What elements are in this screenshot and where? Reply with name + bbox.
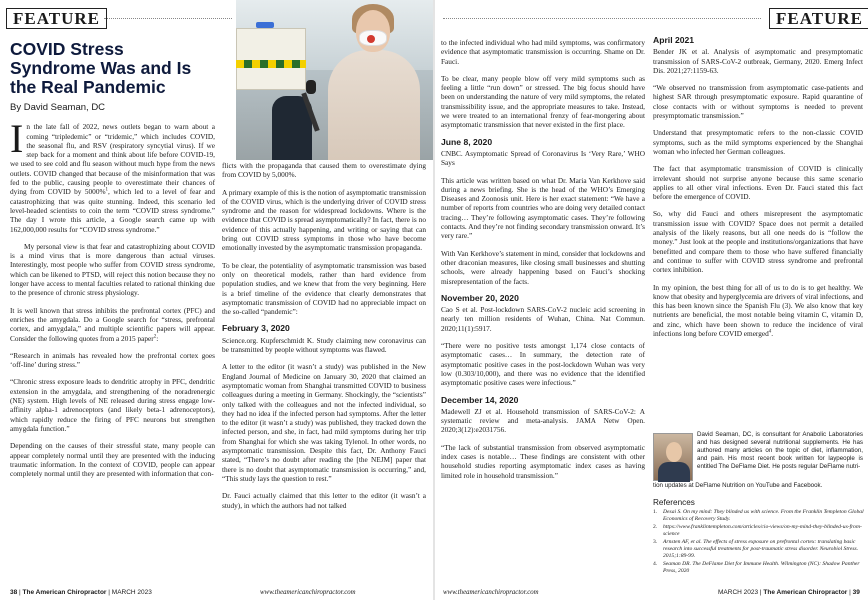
section-heading: December 14, 2020: [441, 394, 519, 405]
paragraph: Cao S et al. Post-lockdown SARS-CoV-2 nucleic acid screening in nearly ten million residents of Wuhan, China. Nat Commun. 2020;11(1):5917.: [441, 305, 645, 333]
paragraph: It is well known that stress inhibits the prefrontal cortex (PFC) and enriches the amygdala. Do a Google search for “stress, prefrontal cortex, and amygdala,” and multiple scientific papers will appear. Consider the following quotes from a 2015 paper$^2$:: [10, 305, 215, 343]
paragraph: Madewell ZJ et al. Household transmission of SARS-CoV-2: A systematic review and meta-analysis. JAMA Netw Open. 2020;3(12):e2031756.: [441, 406, 645, 435]
article-title: COVID Stress Syndrome Was and Is the Real Pandemic: [10, 39, 192, 97]
section-heading: April 2021: [653, 35, 695, 45]
paragraph: A primary example of this is the notion of asymptomatic transmission of the COVID virus, which is the underlying driver of COVID stress syndrome and the reason for widespread lockdowns. Where is the evidence that COVID is spread asymptomatically? In fact, there is no evidence of this actually happening, and writing or saying that can bring out COVID stress symptoms in those who have become emotionally invested by the asymptomatic transmission propaganda.: [222, 187, 426, 253]
feature-divider: [104, 18, 232, 19]
right-column-1: [441, 38, 645, 488]
references: [653, 498, 865, 576]
paragraph: Dr. Fauci actually claimed that this letter to the editor (it wasn’t a study), in which the authors had not talked: [222, 491, 426, 510]
paragraph: So, why did Fauci and others misrepresent the asymptomatic transmission issue with COVID? Space does not permit a detailed analysis of the likely reasons, but all one needs do is “follow the money.” Just look at the people and institutions/organizations that have benefitted and compare them to those who have suffered financially and continue to suffer with COVID stress syndrome and prefrontal cortex inhibition.: [653, 209, 863, 275]
paragraph: With Van Kerkhove’s statement in mind, consider that lockdowns and other draconian measures, like closing small businesses and shutting schools, were already happening based on Fauci’s shocking misrepresentation of the facts.: [441, 248, 645, 286]
section-heading: June 8, 2020: [441, 136, 493, 147]
ambulance-graphic: [236, 28, 306, 90]
paragraph: Depending on the causes of their stressful state, many people can appear completely normal until they are presented with the inducing traumatic information. In the context of COVID, people can appear completely normal until they are presented with information that con-: [10, 441, 215, 479]
right-footer: MARCH 2023 | The American Chiropractor | 39: [718, 589, 860, 596]
paragraph: Bender JK et al. Analysis of asymptomatic and presymptomatic transmission of SARS-CoV-2 outbreak, Germany, 2020. Emerg Infect Dis. 2021;27:1159-63.: [653, 47, 863, 75]
author-photo: [653, 433, 693, 481]
author-bio-tail: tion updates at DeFlame Nutrition on YouTube and Facebook.: [653, 482, 823, 489]
reference-item: 1. Desai S. On my mind: They blinded us with science. From the Franklin Templeton Global Economics of Recovery Study.: [653, 509, 864, 522]
paragraph: “There were no positive tests amongst 1,174 close contacts of asymptomatic cases… In summary, the detection rate of asymptomatic positive cases in the post-lockdown Wuhan was very low (0.303/10,000), and there was no evidence that the identified asymptomatic positive cases were infectious.”: [441, 341, 645, 388]
paragraph: In the late fall of 2022, news outlets began to warn about a coming “tripledemic” or “tridemic,” which includes COVID, the seasonal flu, and RSV (respiratory syncytial virus). If we step back for a moment and think about life before COVID-19, we used to see cold and flu season without much hype from the news outlets. COVID changed that because of the misinformation that was fed to the public, causing people to overestimate their chances of dying from COVID by 5000%$^1$, which led to a level of fear and catastrophizing that was quite stunning. Indeed, this scenario led level-headed scientists to coin the term “COVID stress syndrome.” The day I wrote this article, a Google search came up with 162,000,000 results for “COVID stress syndrome.”: [10, 116, 215, 234]
paragraph: “The lack of substantial transmission from observed asymptomatic index cases is notable… These findings are consistent with other household studies reporting asymptomatic index cases as having limited role in household transmission.”: [441, 442, 645, 480]
paragraph: In my opinion, the best thing for all of us to do is to get healthy. We know that obesity and hyperglycemia are drivers of viral infections, and this has been known since the Spanish Flu (3). We also know that key nutrients are beneficial, the most notable being vitamin C, vitamin D, and zinc, which have been shown to reduce the incidence of viral infections long before COVID emerged$^4$.: [653, 282, 863, 339]
paragraph: To be clear, many people blow off very mild symptoms such as feeling a little “run down” or stressed. The big focus should have been on understanding the nature of very mild symptoms, the related transmissibility issue, and the appropriate measures to take. Instead, we were treated to an international frenzy of fear-mongering about asymptomatic transmission that never existed in the first place.: [441, 73, 645, 130]
paragraph: Understand that presymptomatic refers to the non-classic COVID symptoms, such as the mild symptoms experienced by the Shanghai woman who infected her German colleagues.: [653, 128, 863, 156]
right-column-2: [653, 34, 863, 346]
references-title: References: [653, 498, 695, 507]
left-footer: 38 | The American Chiropractor | MARCH 2023: [10, 589, 152, 596]
feature-label: FEATURE: [769, 8, 868, 29]
paragraph: to the infected individual who had mild symptoms, was confirmatory evidence that asymptomatic transmission is occurring. Shame on Dr. Fauci.: [441, 38, 645, 66]
paragraph: My personal view is that fear and catastrophizing about COVID is a mind virus that is more dangerous than actual viruses. Interestingly, most people who suffer from COVID stress syndrome, which can be likened to PTSD, will reject this notion because they no longer have access to mental faculties related to rational thinking due to the presence of chronic stress physiology.: [10, 241, 215, 298]
feature-label: FEATURE: [6, 8, 107, 29]
reference-item: 3. Arnsten AF, et al. The effects of stress exposure on prefrontal cortex: translating basic research into successful treatments for post-traumatic stress disorder. Neurobiol Stress. 2015;1:89-99.: [653, 539, 859, 559]
paragraph: CNBC. Asymptomatic Spread of Coronavirus Is ‘Very Rare,’ WHO Says: [441, 148, 645, 168]
reference-item: 2. https://www.franklintempleton.com/articles/cio-views/on-my-mind-they-blinded-us-from-science: [653, 524, 862, 537]
paragraph: The fact that asymptomatic transmission of COVID is clinically irrelevant should not surprise anyone because this same scenario applies to all other viral infections. Even Dr. Fauci stated this fact before the emergence of COVID.: [653, 164, 863, 202]
reference-item: 4. Seaman DR. The DeFlame Diet for Immune Health. Wilmington (NC): Shadow Panther Press, 2020: [653, 561, 860, 574]
author-bio: David Seaman, DC, is consultant for Anabolic Laboratories and has designed several nutritional supplements. He has authored many articles on the topic of diet, inflammation, and pain. His most recent book written for laypeople is entitled The DeFlame Diet. He posts regular DeFlame nutri-: [697, 431, 863, 470]
left-column-2: [222, 161, 426, 518]
feature-divider: [443, 18, 761, 19]
paragraph: Science.org. Kupferschmidt K. Study claiming new coronavirus can be transmitted by people without symptoms was flawed.: [222, 335, 426, 355]
quote: “Research in animals has revealed how the prefrontal cortex goes ‘off-line’ during stress.”: [10, 350, 215, 370]
microphone-icon: [306, 80, 316, 94]
left-page: [0, 0, 433, 600]
left-column-1: [10, 40, 215, 486]
paragraph: flicts with the propaganda that caused them to overestimate dying from COVID by 5,000%.: [222, 161, 426, 180]
article-photo: [236, 0, 433, 160]
paragraph: To be clear, the potentiality of asymptomatic transmission was based only on theoretical models, rather than hard evidence from population studies, and we knew that from the very beginning. Here is a brief timeline of the evidence that clearly demonstrates that asymptomatic transmission of COVID had no appreciable impact on the so-called “pandemic”:: [222, 260, 426, 317]
left-footer-url: www.theamericanchiropractor.com: [260, 589, 356, 596]
section-heading: February 3, 2020: [222, 323, 290, 334]
paragraph: This article was written based on what Dr. Maria Van Kerkhove said during a news briefing. She is the head of the WHO’s Emerging Diseases and Zoonosis unit. Here is her exact statement: “We have a number of reports from countries who are doing very detailed contact tracing… They’re following asymptomatic cases. They’re following contacts. And they’re not finding secondary transmission onward. It’s very rare.”: [441, 175, 645, 241]
quote: “Chronic stress exposure leads to dendritic atrophy in PFC, dendritic extension in the amygdala, and strengthening of the noradrenergic (NE) system. High levels of NE released during stress engage low-affinity alpha-1 adrenoceptors (and likely beta-1 adrenoceptors), which rapidly reduce the firing of PFC neurons but strengthen amygdala function.”: [10, 377, 215, 433]
paragraph: A letter to the editor (it wasn’t a study) was published in the New England Journal of Medicine on January 30, 2020 that claimed an asymptomatic woman from Shanghai transmitted COVID to business colleagues during a meeting in Germany. Shockingly, the “scientists” only talked with the colleagues and not the infected individual, so they had no idea if the infected person had symptoms. After the letter to the editor (it wasn’t a study) was published, they tracked down the infected person, and she, in fact, had mild symptoms during her trip from Shanghai for which she was taking Tylenol. In other words, no asymptomatic transmission. Despite this fact, Dr. Anthony Fauci stated, “There’s no doubt after reading the [the NEJM] paper that there is no doubt that asymptomatic transmission is occurring,” and, “This study lays the question to rest.”: [222, 362, 426, 483]
drop-cap: I: [10, 116, 24, 162]
section-heading: November 20, 2020: [441, 292, 519, 303]
quote: “We observed no transmission from asymptomatic case-patients and highest SAR through presymptomatic exposure. Rapid quarantine of close contacts with or without symptoms is needed to prevent presymptomatic transmission.”: [653, 83, 863, 121]
right-footer-url: www.theamericanchiropractor.com: [443, 589, 539, 596]
byline: By David Seaman, DC: [10, 102, 106, 113]
right-page: [435, 0, 868, 600]
